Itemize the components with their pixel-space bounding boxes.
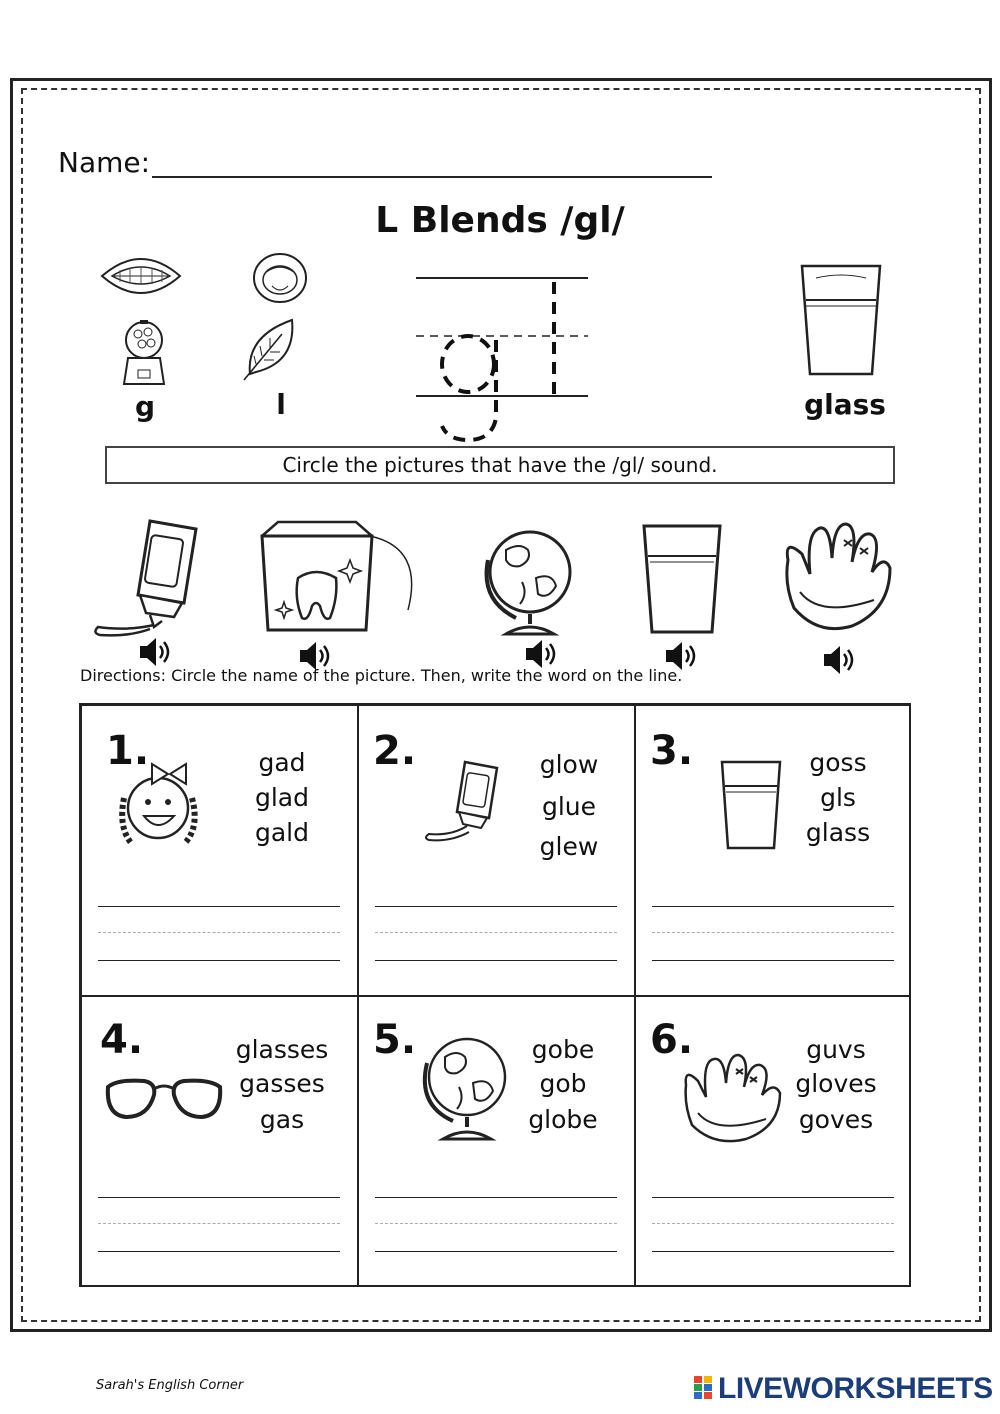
exercise-cell-6	[635, 996, 911, 1287]
gumball-machine-icon	[118, 318, 170, 388]
exercise-cell-2	[358, 705, 635, 996]
exercise-grid	[79, 703, 911, 1287]
word-option[interactable]: gob	[539, 1069, 587, 1098]
glasses-icon	[104, 1071, 224, 1127]
word-option[interactable]: glasses	[235, 1035, 329, 1064]
word-option[interactable]: gasses	[239, 1069, 325, 1098]
write-line-top[interactable]	[375, 1197, 617, 1198]
word-option[interactable]: gobe	[531, 1035, 595, 1064]
item-number: 6.	[650, 1017, 694, 1063]
speaker-icon[interactable]	[138, 636, 172, 668]
item-number: 3.	[650, 728, 694, 774]
exercise-cell-4	[81, 996, 358, 1287]
write-line-top[interactable]	[98, 1197, 340, 1198]
name-input-line[interactable]	[152, 176, 712, 178]
glue-bottle-icon	[421, 758, 501, 848]
girl-face-icon	[112, 758, 202, 848]
word-option[interactable]: gad	[258, 748, 306, 777]
write-line-top[interactable]	[375, 906, 617, 907]
globe-icon[interactable]	[476, 520, 580, 638]
write-line-mid	[98, 1223, 340, 1224]
write-line-mid	[375, 932, 617, 933]
write-line-bottom	[375, 960, 617, 961]
glass-icon	[718, 758, 784, 854]
item-number: 4.	[100, 1017, 144, 1063]
tracing-guide	[412, 268, 592, 444]
word-option[interactable]: glad	[254, 783, 309, 812]
word-option[interactable]: glue	[541, 792, 597, 821]
write-line-mid	[98, 932, 340, 933]
page-title: L Blends /gl/	[375, 200, 625, 241]
word-option[interactable]: gls	[820, 783, 856, 812]
letter-l: l	[276, 388, 286, 421]
letter-g: g	[134, 390, 156, 423]
liveworksheets-logo-icon	[694, 1376, 714, 1400]
exercise-cell-3	[635, 705, 911, 996]
write-line-mid	[375, 1223, 617, 1224]
exercise-cell-1	[81, 705, 358, 996]
word-option[interactable]: glow	[539, 750, 599, 779]
write-line-mid	[652, 1223, 894, 1224]
example-word: glass	[804, 388, 886, 421]
dental-floss-icon[interactable]	[258, 518, 428, 636]
author-credit: Sarah's English Corner	[96, 1378, 244, 1393]
word-option[interactable]: gas	[259, 1105, 305, 1134]
glass-icon[interactable]	[640, 522, 724, 638]
write-line-bottom	[375, 1251, 617, 1252]
item-number: 1.	[106, 728, 150, 774]
baseball-glove-icon	[680, 1051, 784, 1147]
write-line-top[interactable]	[98, 906, 340, 907]
glass-icon	[798, 262, 884, 380]
item-number: 2.	[373, 728, 417, 774]
word-option[interactable]: gloves	[795, 1069, 877, 1098]
globe-icon	[413, 1027, 513, 1143]
write-line-bottom	[652, 1251, 894, 1252]
baseball-glove-icon[interactable]	[780, 518, 894, 638]
item-number: 5.	[373, 1017, 417, 1063]
write-line-bottom	[652, 960, 894, 961]
brand-name[interactable]: LIVEWORKSHEETS	[718, 1372, 993, 1405]
word-option[interactable]: gald	[254, 818, 309, 847]
word-option[interactable]: glass	[805, 818, 871, 847]
exercise-cell-5	[358, 996, 635, 1287]
write-line-bottom	[98, 1251, 340, 1252]
leaf-icon	[242, 316, 298, 382]
word-option[interactable]: goves	[798, 1105, 874, 1134]
write-line-mid	[652, 932, 894, 933]
directions-text: Directions: Circle the name of the picture. Then, write the word on the line.	[80, 666, 683, 685]
instruction-box: Circle the pictures that have the /gl/ sound.	[105, 446, 895, 484]
write-line-top[interactable]	[652, 1197, 894, 1198]
speaker-icon[interactable]	[822, 644, 856, 676]
name-label: Name:	[58, 146, 151, 179]
mouth-icon	[98, 248, 184, 304]
glue-bottle-icon[interactable]	[88, 515, 204, 641]
write-line-top[interactable]	[652, 906, 894, 907]
word-option[interactable]: goss	[809, 748, 867, 777]
word-option[interactable]: guvs	[806, 1035, 866, 1064]
mouth-open-icon	[250, 250, 310, 306]
word-option[interactable]: globe	[528, 1105, 598, 1134]
write-line-bottom	[98, 960, 340, 961]
word-option[interactable]: glew	[539, 832, 599, 861]
